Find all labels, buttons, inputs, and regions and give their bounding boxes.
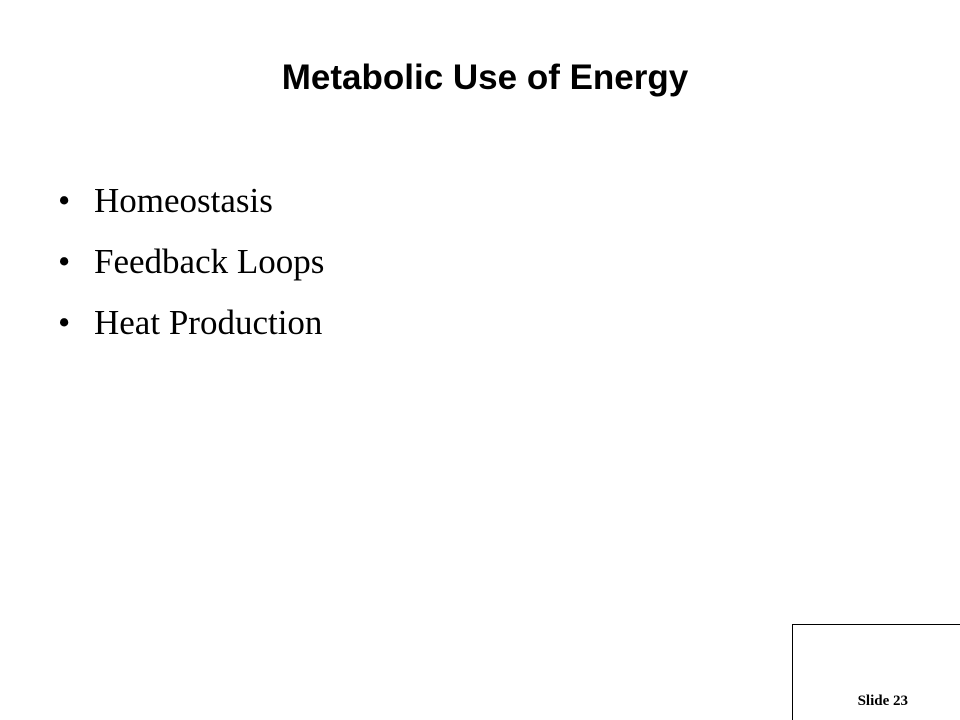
bullet-text: Feedback Loops <box>94 242 325 281</box>
bullet-icon: • <box>58 303 71 342</box>
bullet-icon: • <box>58 181 71 220</box>
bullet-item <box>58 176 324 237</box>
bullet-item <box>58 298 324 359</box>
slide-title: Metabolic Use of Energy <box>281 58 689 97</box>
slide-number: Slide 23 <box>857 693 908 709</box>
bullet-list <box>58 176 324 359</box>
bullet-text: Homeostasis <box>94 181 273 220</box>
bullet-text: Heat Production <box>94 303 323 342</box>
bullet-item <box>58 237 324 298</box>
footer-box <box>792 624 960 720</box>
bullet-icon: • <box>58 242 71 281</box>
